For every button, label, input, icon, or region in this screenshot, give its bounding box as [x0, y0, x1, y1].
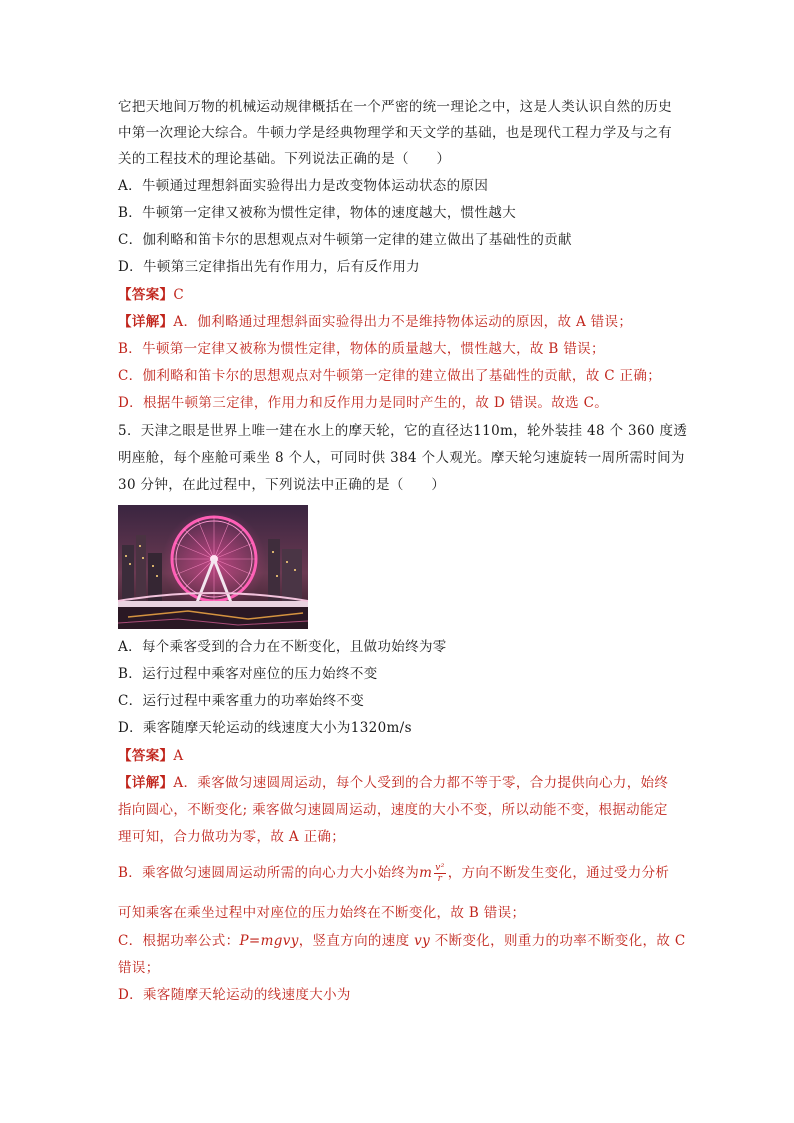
power-formula: P=mgvy — [239, 933, 299, 949]
q4-option-b: B．牛顿第一定律又被称为惯性定律，物体的速度越大，惯性越大 — [118, 205, 517, 221]
q4-answer — [118, 282, 688, 308]
detail-tag: 【详解】 — [118, 314, 174, 330]
detail-text: A．乘客做匀速圆周运动，每个人受到的合力都不等于零，合力提供向心力，始终 — [173, 775, 669, 791]
q5-detail-b-2: 可知乘客在乘坐过程中对座位的压力始终在不断变化，故 B 错误； — [118, 905, 526, 921]
q4-option-a: A．牛顿通过理想斜面实验得出力是改变物体运动状态的原因 — [118, 178, 489, 194]
q5-answer — [118, 743, 688, 769]
q5-option-d: D．乘客随摩天轮运动的线速度大小为1320m/s — [118, 720, 412, 736]
q4-detail-c: C．伽利略和笛卡尔的思想观点对牛顿第一定律的建立做出了基础性的贡献，故 C 正确； — [118, 368, 662, 384]
q5-detail-c-1 — [118, 928, 688, 954]
q5-stem-1: 5．天津之眼是世界上唯一建在水上的摩天轮，它的直径达110m，轮外装挂 48 个 360 度透 — [118, 423, 688, 439]
q5-option-c: C．运行过程中乘客重力的功率始终不变 — [118, 693, 365, 709]
q5-detail-b-1 — [118, 860, 688, 886]
q5-option-b: B．运行过程中乘客对座位的压力始终不变 — [118, 666, 378, 682]
formula-fraction — [434, 863, 445, 884]
q4-option-c: C．伽利略和笛卡尔的思想观点对牛顿第一定律的建立做出了基础性的贡献 — [118, 232, 572, 248]
formula-m: m — [419, 865, 433, 881]
intro-line-2: 中第一次理论大综合。牛顿力学是经典物理学和天文学的基础，也是现代工程力学及与之有 — [118, 125, 672, 141]
vertical-velocity: vy — [414, 933, 431, 949]
q5-detail-d: D．乘客随摩天轮运动的线速度大小为 — [118, 987, 351, 1003]
intro-line-1: 它把天地间万物的机械运动规律概括在一个严密的统一理论之中，这是人类认识自然的历史 — [118, 99, 672, 115]
detail-tag: 【详解】 — [118, 775, 174, 791]
q5-detail-c-2: 错误； — [118, 960, 160, 976]
q4-detail-a — [118, 309, 688, 335]
q4-detail-d: D．根据牛顿第三定律，作用力和反作用力是同时产生的，故 D 错误。故选 C。 — [118, 395, 609, 411]
answer-tag: 【答案】 — [118, 748, 174, 764]
intro-line-3: 关的工程技术的理论基础。下列说法正确的是（ ） — [118, 151, 451, 167]
formula-denominator: r — [437, 874, 443, 884]
q5-option-a: A．每个乘客受到的合力在不断变化，且做功始终为零 — [118, 639, 447, 655]
detail-b-post: ，方向不断发生变化，通过受力分析 — [447, 865, 670, 881]
ferris-wheel-illustration — [118, 505, 308, 629]
q5-detail-a-2: 指向圆心，不断变化; 乘客做匀速圆周运动，速度的大小不变，所以动能不变，根据动能定 — [118, 802, 668, 818]
q5-stem-2: 明座舱，每个座舱可乘坐 8 个人，可同时供 384 个人观光。摩天轮匀速旋转一周所需时间为 — [118, 450, 685, 466]
q5-detail-a-1 — [118, 770, 688, 796]
q5-detail-a-3: 理可知，合力做功为零，故 A 正确； — [118, 829, 346, 845]
detail-c-mid: ，竖直方向的速度 — [298, 933, 415, 949]
formula-numerator: v² — [435, 863, 445, 873]
q4-detail-b: B．牛顿第一定律又被称为惯性定律，物体的质量越大，惯性越大，故 B 错误； — [118, 341, 605, 357]
detail-c-pre: C．根据功率公式： — [118, 933, 240, 949]
detail-text: A．伽利略通过理想斜面实验得出力不是维持物体运动的原因，故 A 错误； — [173, 314, 633, 330]
q4-option-d: D．牛顿第三定律指出先有作用力，后有反作用力 — [118, 259, 421, 275]
detail-b-pre: B．乘客做匀速圆周运动所需的向心力大小始终为 — [118, 865, 420, 881]
answer-value: A — [173, 748, 184, 764]
ferris-wheel-photo — [118, 505, 308, 629]
answer-tag: 【答案】 — [118, 287, 174, 303]
detail-c-post: 不断变化，则重力的功率不断变化，故 C — [430, 933, 686, 949]
answer-value: C — [173, 287, 185, 303]
q5-stem-3: 30 分钟，在此过程中，下列说法中正确的是（ ） — [118, 477, 446, 493]
